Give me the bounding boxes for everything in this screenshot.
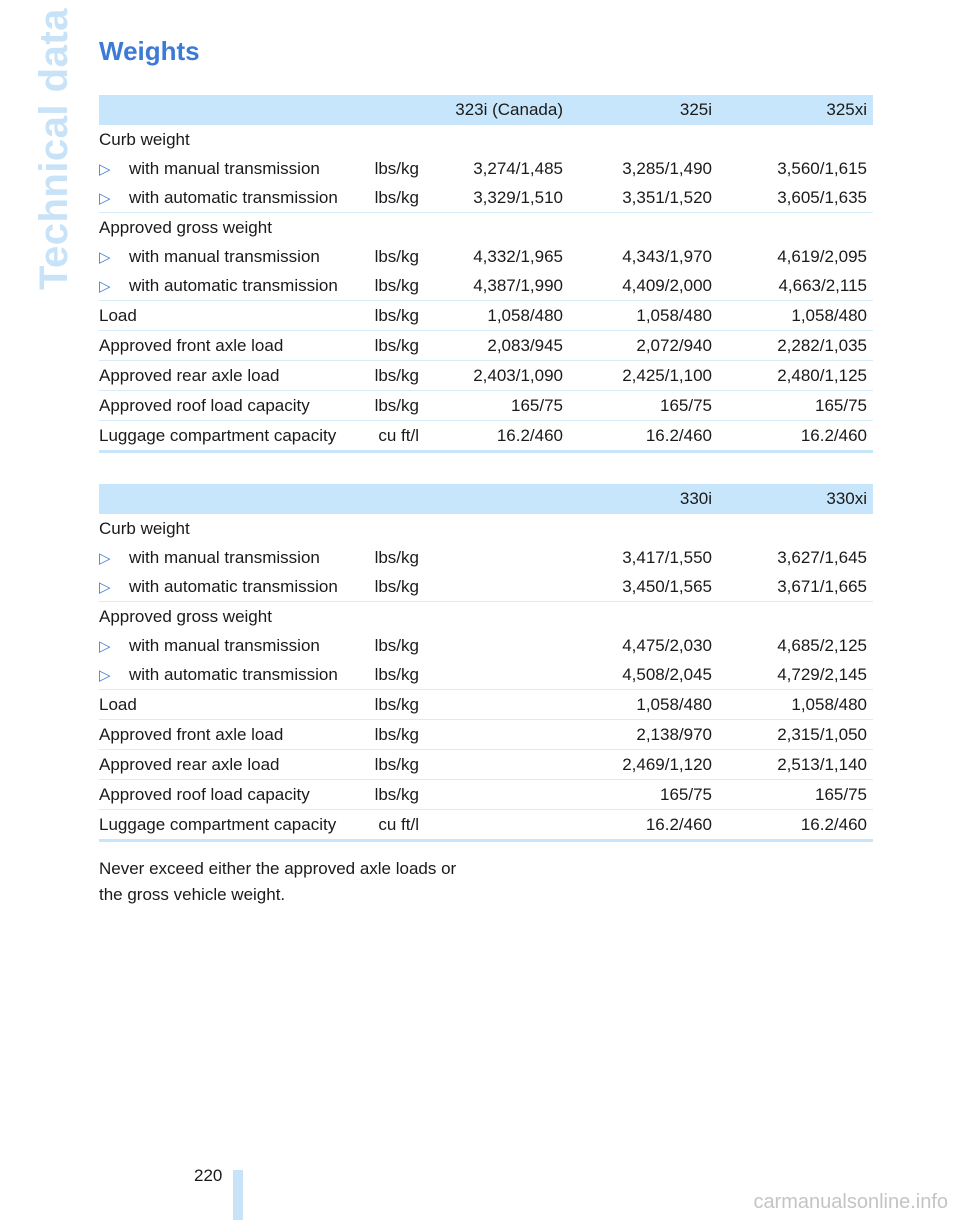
table-row [99, 631, 873, 660]
table-row [99, 514, 873, 543]
table-cell: 1,058/480 [718, 690, 873, 720]
table-header-row [99, 95, 873, 125]
table-row [99, 720, 873, 750]
section-side-title: Technical data [32, 8, 76, 290]
table-cell: 4,663/2,115 [718, 271, 873, 301]
weights-table-1 [99, 95, 873, 453]
page-number: 220 [194, 1166, 223, 1185]
column-header: 323i (Canada) [419, 95, 569, 125]
table-cell: 3,329/1,510 [419, 183, 569, 213]
table-header-row [99, 484, 873, 514]
page-number-bar [233, 1170, 243, 1220]
column-header: 325xi [718, 95, 873, 125]
unit-label: lbs/kg [352, 750, 419, 780]
table-row [99, 361, 873, 391]
unit-label: cu ft/l [352, 421, 419, 452]
bullet-arrow-icon: ▷ [99, 666, 111, 684]
table-row [99, 750, 873, 780]
row-label: Approved gross weight [99, 606, 272, 626]
unit-label: lbs/kg [352, 572, 419, 602]
table-row [99, 602, 873, 632]
unit-label: lbs/kg [352, 720, 419, 750]
table-row [99, 331, 873, 361]
table-cell: 3,671/1,665 [718, 572, 873, 602]
table-cell: 3,274/1,485 [473, 158, 563, 178]
table-cell: 2,282/1,035 [718, 331, 873, 361]
table-cell: 1,058/480 [718, 301, 873, 331]
table-cell: 2,072/940 [569, 331, 718, 361]
table-cell: 2,513/1,140 [718, 750, 873, 780]
table-cell: 3,450/1,565 [569, 572, 718, 602]
table-row [99, 183, 873, 213]
table-row [99, 271, 873, 301]
row-label: with automatic transmission [129, 275, 338, 295]
table-row [99, 125, 873, 154]
row-label: with automatic transmission [129, 576, 338, 596]
bullet-arrow-icon: ▷ [99, 578, 111, 596]
table-cell: 2,403/1,090 [419, 361, 569, 391]
table-cell: 3,417/1,550 [622, 547, 712, 567]
table-cell: 16.2/460 [718, 810, 873, 841]
table-cell: 16.2/460 [718, 421, 873, 452]
table-cell: 165/75 [569, 391, 718, 421]
table-row [99, 810, 873, 841]
table-row [99, 301, 873, 331]
table-row [99, 154, 873, 183]
table-row [99, 780, 873, 810]
row-label: Approved gross weight [99, 217, 272, 237]
bullet-arrow-icon: ▷ [99, 277, 111, 295]
table-cell: 165/75 [718, 780, 873, 810]
table-cell: 4,685/2,125 [777, 635, 867, 655]
table-cell: 3,285/1,490 [622, 158, 712, 178]
row-label: with manual transmission [129, 246, 320, 266]
table-cell: 2,480/1,125 [718, 361, 873, 391]
table-cell: 3,560/1,615 [777, 158, 867, 178]
table-cell: 16.2/460 [569, 421, 718, 452]
table-cell: 4,409/2,000 [569, 271, 718, 301]
table-row [99, 543, 873, 572]
table-cell: 165/75 [718, 391, 873, 421]
column-header: 330i [569, 484, 718, 514]
watermark: carmanualsonline.info [753, 1191, 948, 1213]
table-row [99, 572, 873, 602]
table-cell: 3,627/1,645 [777, 547, 867, 567]
unit-label: lbs/kg [352, 660, 419, 690]
table-cell: 2,083/945 [419, 331, 569, 361]
row-label: Curb weight [99, 518, 190, 538]
unit-label: lbs/kg [352, 271, 419, 301]
unit-label: lbs/kg [352, 690, 419, 720]
row-label: Curb weight [99, 129, 190, 149]
table-cell: 4,508/2,045 [569, 660, 718, 690]
table-cell: 16.2/460 [419, 421, 569, 452]
table-row [99, 660, 873, 690]
table-cell: 4,387/1,990 [419, 271, 569, 301]
table-cell: 16.2/460 [569, 810, 718, 841]
unit-label: lbs/kg [374, 158, 419, 178]
column-header: 330xi [718, 484, 873, 514]
unit-label: lbs/kg [352, 331, 419, 361]
row-label: Approved front axle load [99, 331, 352, 361]
table-row [99, 421, 873, 452]
unit-label: lbs/kg [352, 301, 419, 331]
table-cell: 2,425/1,100 [569, 361, 718, 391]
table-cell: 4,729/2,145 [718, 660, 873, 690]
unit-label: lbs/kg [352, 361, 419, 391]
table-cell: 1,058/480 [569, 301, 718, 331]
row-label: Approved rear axle load [99, 361, 352, 391]
page-title: Weights [99, 36, 200, 66]
table-cell: 2,469/1,120 [569, 750, 718, 780]
table-cell: 2,315/1,050 [718, 720, 873, 750]
table-row [99, 391, 873, 421]
unit-label: cu ft/l [352, 810, 419, 841]
row-label: with manual transmission [129, 635, 320, 655]
unit-label: lbs/kg [374, 547, 419, 567]
table-cell: 165/75 [419, 391, 569, 421]
table-cell: 1,058/480 [569, 690, 718, 720]
table-cell: 1,058/480 [419, 301, 569, 331]
row-label: with manual transmission [129, 547, 320, 567]
row-label: Approved rear axle load [99, 750, 352, 780]
bullet-arrow-icon: ▷ [99, 248, 111, 266]
table-row [99, 213, 873, 243]
unit-label: lbs/kg [374, 635, 419, 655]
bullet-arrow-icon: ▷ [99, 160, 111, 178]
row-label: Approved front axle load [99, 720, 352, 750]
row-label: with manual transmission [129, 158, 320, 178]
table-cell: 4,619/2,095 [777, 246, 867, 266]
bullet-arrow-icon: ▷ [99, 549, 111, 567]
row-label: Approved roof load capacity [99, 391, 352, 421]
row-label: Approved roof load capacity [99, 780, 352, 810]
table-row [99, 690, 873, 720]
table-cell: 2,138/970 [569, 720, 718, 750]
row-label: Load [99, 690, 352, 720]
bullet-arrow-icon: ▷ [99, 189, 111, 207]
row-label: with automatic transmission [129, 187, 338, 207]
table-row [99, 242, 873, 271]
row-label: Luggage compartment capacity [99, 421, 352, 452]
unit-label: lbs/kg [352, 780, 419, 810]
table-cell: 4,343/1,970 [622, 246, 712, 266]
unit-label: lbs/kg [374, 246, 419, 266]
table-cell: 165/75 [569, 780, 718, 810]
row-label: with automatic transmission [129, 664, 338, 684]
table-cell: 4,475/2,030 [622, 635, 712, 655]
column-header: 325i [569, 95, 718, 125]
table-cell: 4,332/1,965 [473, 246, 563, 266]
row-label: Load [99, 301, 352, 331]
weight-limit-note: Never exceed either the approved axle loads or the gross vehicle weight. [99, 859, 457, 904]
weights-table-2 [99, 484, 873, 842]
unit-label: lbs/kg [352, 183, 419, 213]
table-cell: 3,351/1,520 [569, 183, 718, 213]
unit-label: lbs/kg [352, 391, 419, 421]
row-label: Luggage compartment capacity [99, 810, 352, 841]
table-cell: 3,605/1,635 [718, 183, 873, 213]
bullet-arrow-icon: ▷ [99, 637, 111, 655]
